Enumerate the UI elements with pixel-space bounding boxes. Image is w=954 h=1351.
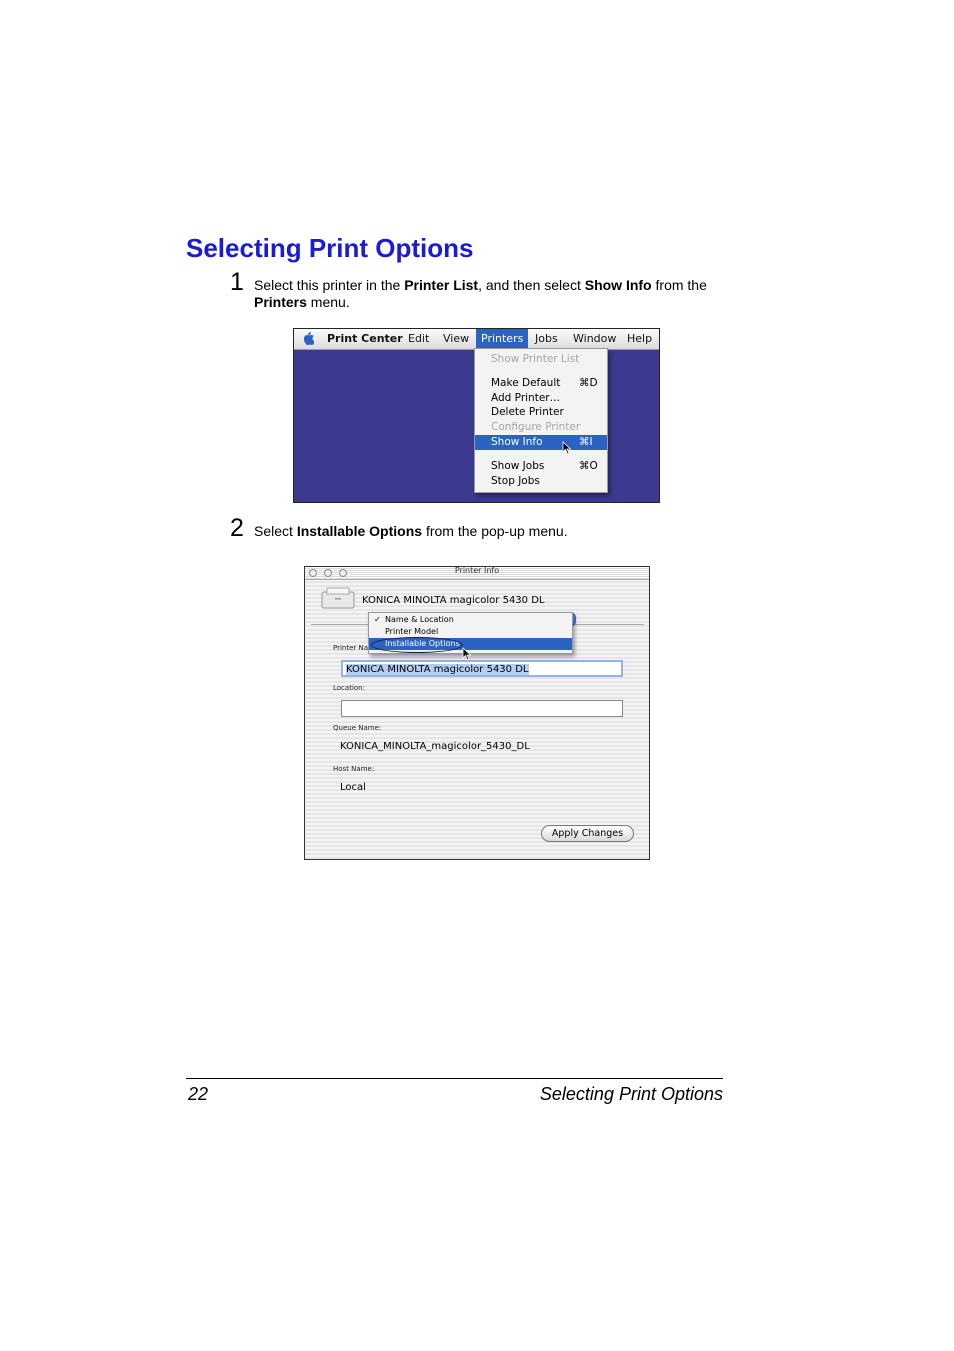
printer-name-field[interactable]: KONICA MINOLTA magicolor 5430 DL [341,660,623,677]
apple-icon[interactable] [302,331,314,345]
menu-item-make-default[interactable]: Make Default ⌘D [491,377,598,389]
menu-bar [294,329,659,350]
printer-name-header: KONICA MINOLTA magicolor 5430 DL [362,595,545,606]
host-name-label: Host Name: [333,765,375,773]
menu-window[interactable]: Window [573,332,617,345]
page-number: 22 [188,1084,209,1104]
popup-item-printer-model[interactable]: Printer Model [385,627,439,636]
menu-printers[interactable]: Printers [476,329,528,349]
location-field[interactable] [341,700,623,717]
menu-item-delete-printer[interactable]: Delete Printer [491,406,564,418]
menu-item-stop-jobs[interactable]: Stop Jobs [491,475,540,487]
printer-name-label: Printer Na [333,644,369,652]
printer-info-window-screenshot [304,566,650,860]
location-label: Location: [333,684,365,692]
menu-print-center[interactable]: Print Center [327,332,403,345]
queue-name-label: Queue Name: [333,724,382,732]
page-heading: Selecting Print Options [186,233,474,263]
menu-item-show-info[interactable]: Show Info ⌘I [475,435,607,450]
popup-item-installable-options[interactable]: Installable Options [369,638,572,650]
step-1-text: Select this printer in the Printer List, and then select Show Info from the Printers menu. [254,277,707,310]
menu-view[interactable]: View [443,332,470,345]
printers-menu-screenshot [293,328,660,503]
mouse-cursor-icon [562,441,572,455]
host-name-value: Local [340,782,366,793]
step-2-text: Select Installable Options from the pop-up menu. [254,523,568,539]
menu-edit[interactable]: Edit [408,332,430,345]
step-1-number: 1 [230,268,244,296]
menu-help[interactable]: Help [627,332,653,345]
printers-dropdown [474,348,608,493]
menu-item-show-jobs[interactable]: Show Jobs ⌘O [491,460,598,472]
menu-item-configure-printer: Configure Printer [491,421,581,433]
printer-icon [321,587,355,609]
menu-jobs[interactable]: Jobs [535,332,558,345]
window-title: Printer Info [454,566,500,575]
menu-item-show-printer-list: Show Printer List [491,353,580,365]
window-titlebar [305,567,649,580]
footer-title: Selecting Print Options [539,1084,723,1104]
apply-changes-button[interactable]: Apply Changes [541,825,634,842]
checkmark-icon: ✓ [374,615,381,624]
mouse-cursor-icon [462,647,472,661]
menu-item-add-printer[interactable]: Add Printer… [491,392,561,404]
step-2-number: 2 [230,514,244,542]
popup-item-name-location[interactable]: ✓ Name & Location [374,615,454,624]
queue-name-value: KONICA_MINOLTA_magicolor_5430_DL [340,741,530,752]
footer-rule [186,1078,723,1079]
